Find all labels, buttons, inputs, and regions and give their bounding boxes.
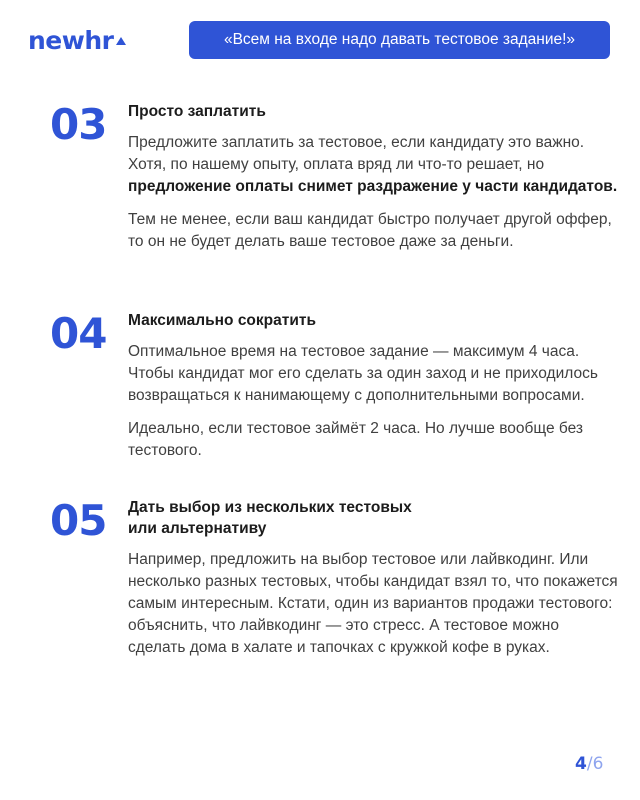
newhr-logo [28,27,126,55]
section-number: 05 [50,496,107,545]
section-paragraph: Оптимальное время на тестовое задание — максимум 4 часа. Чтобы кандидат мог его сделать за один заход и не приходилось возвращаться к нанимающему с дополнительными вопросами. [128,343,598,404]
section-title: Просто заплатить [128,103,266,120]
section-paragraph: Например, предложить на выбор тестовое или лайвкодинг. Или несколько разных тестовых, чтобы кандидат взял то, что покажется самым интересным. Кстати, один из вариантов продажи тестового: объяснить, что лайвкодинг — это стресс. А тестовое можно сделать дома в халате и тапочках с кружкой кофе в руках. [128,551,618,656]
section-content [128,497,618,670]
section-title-line: или альтернативу [128,520,267,537]
section-title [128,497,618,539]
page-separator: / [586,754,593,774]
section-number: 04 [50,309,107,358]
section-content [128,310,618,473]
paragraph-text: Предложите заплатить за тестовое, если кандидату это важно. Хотя, по нашему опыту, оплата вряд ли что-то решает, но [128,134,585,173]
quote-banner: «Всем на входе надо давать тестовое задание!» [189,21,610,59]
page-indicator [575,754,603,774]
logo-text: newhr [28,26,114,55]
total-pages: 6 [592,754,604,774]
bold-highlight: предложение оплаты снимет раздражение у части кандидатов. [128,178,618,195]
current-page: 4 [575,754,587,774]
section-title-line: Дать выбор из нескольких тестовых [128,499,412,516]
section-paragraph: Тем не менее, если ваш кандидат быстро получает другой оффер, то он не будет делать ваше тестовое даже за деньги. [128,211,612,250]
section-paragraph: Идеально, если тестовое займёт 2 часа. Но лучше вообще без тестового. [128,420,583,459]
section-paragraph [128,132,618,198]
section-number: 03 [50,100,107,149]
logo-triangle-icon [116,37,126,45]
section-content [128,101,618,264]
section-title: Максимально сократить [128,312,316,329]
